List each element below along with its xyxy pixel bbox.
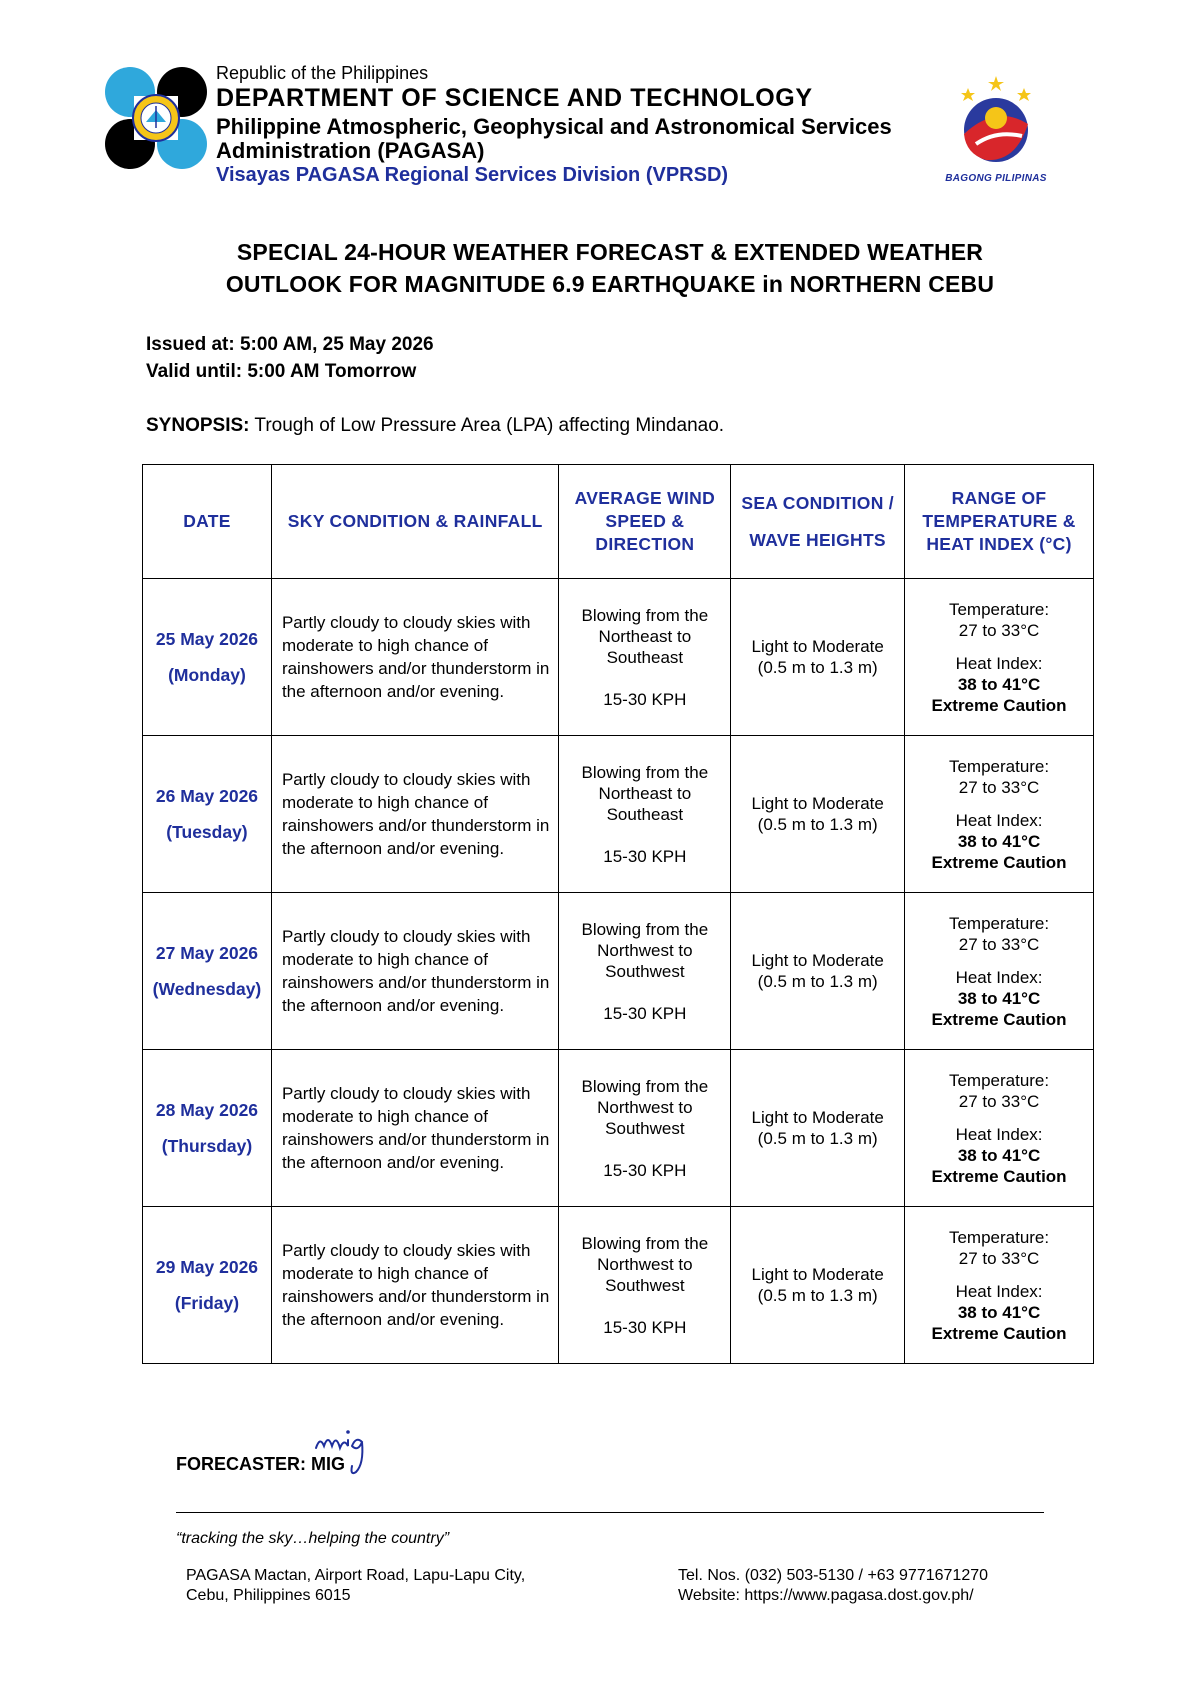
row-hi-label: Heat Index: xyxy=(955,967,1043,987)
header-temp-l1: RANGE OF xyxy=(951,488,1047,508)
row-sea-l2: (0.5 m to 1.3 m) xyxy=(757,972,878,991)
row-sea-l1: Light to Moderate xyxy=(751,794,884,813)
row-sea-cell xyxy=(731,736,905,893)
synopsis-text: Trough of Low Pressure Area (LPA) affecting Mindanao. xyxy=(249,415,725,436)
row-date-cell xyxy=(143,893,272,1050)
row-wind-cell xyxy=(559,1207,731,1364)
row-temp-cell xyxy=(905,1207,1094,1364)
row-date-cell xyxy=(143,1050,272,1207)
row-wind-cell xyxy=(559,736,731,893)
title-line2: OUTLOOK FOR MAGNITUDE 6.9 EARTHQUAKE in NORTHERN CEBU xyxy=(225,271,995,297)
row-sky: Partly cloudy to cloudy skies with moderate to high chance of rainshowers and/or thunderstorm in the afternoon and/or evening. xyxy=(281,1084,550,1172)
header-date: DATE xyxy=(143,465,272,579)
row-wind-l2: Northeast to xyxy=(598,783,692,803)
table-row xyxy=(143,736,1094,893)
row-date-cell xyxy=(143,579,272,736)
row-sky-cell xyxy=(271,1050,559,1207)
forecaster: FORECASTER: MIG xyxy=(176,1454,345,1474)
row-date: 25 May 2026 xyxy=(155,628,259,649)
row-temp-range: 27 to 33°C xyxy=(958,1248,1040,1268)
department-name: DEPARTMENT OF SCIENCE AND TECHNOLOGY xyxy=(216,84,813,112)
synopsis-label: SYNOPSIS: xyxy=(146,415,250,436)
row-hi-class: Extreme Caution xyxy=(931,1166,1067,1186)
header-text xyxy=(216,64,892,185)
row-wind-l3: Southeast xyxy=(606,804,684,824)
row-sea-l2: (0.5 m to 1.3 m) xyxy=(757,1286,878,1305)
row-hi-class: Extreme Caution xyxy=(931,695,1067,715)
row-date: 29 May 2026 xyxy=(155,1256,259,1277)
table-row xyxy=(143,579,1094,736)
row-wind-l1: Blowing from the xyxy=(581,1076,709,1096)
row-hi-range: 38 to 41°C xyxy=(957,831,1041,851)
row-date: 26 May 2026 xyxy=(155,785,259,806)
row-sky: Partly cloudy to cloudy skies with moderate to high chance of rainshowers and/or thunderstorm in the afternoon and/or evening. xyxy=(281,927,550,1015)
row-sea-cell xyxy=(731,1050,905,1207)
row-wind-l3: Southeast xyxy=(606,647,684,667)
website: Website: https://www.pagasa.dost.gov.ph/ xyxy=(678,1587,974,1604)
row-hi-range: 38 to 41°C xyxy=(957,1302,1041,1322)
row-wind-speed: 15-30 KPH xyxy=(603,1003,687,1023)
row-hi-class: Extreme Caution xyxy=(931,1009,1067,1029)
row-hi-range: 38 to 41°C xyxy=(957,988,1041,1008)
issued-at: Issued at: 5:00 AM, 25 May 2026 xyxy=(146,334,434,355)
row-wind-speed: 15-30 KPH xyxy=(603,1160,687,1180)
table-row xyxy=(143,893,1094,1050)
row-sky-cell xyxy=(271,893,559,1050)
row-wind-cell xyxy=(559,1050,731,1207)
forecast-table xyxy=(142,464,1094,1364)
division-name: Visayas PAGASA Regional Services Division (VPRSD) xyxy=(216,164,729,186)
row-hi-range: 38 to 41°C xyxy=(957,674,1041,694)
row-wind-l2: Northeast to xyxy=(598,626,692,646)
agency-name-line1: Philippine Atmospheric, Geophysical and Astronomical Services xyxy=(216,114,892,139)
row-date-cell xyxy=(143,1207,272,1364)
row-day: (Monday) xyxy=(168,664,246,685)
header-sky: SKY CONDITION & RAINFALL xyxy=(271,465,559,579)
row-sea-cell xyxy=(731,579,905,736)
row-sea-l1: Light to Moderate xyxy=(751,951,884,970)
row-wind-speed: 15-30 KPH xyxy=(603,1317,687,1337)
row-temp-cell xyxy=(905,893,1094,1050)
row-temp-range: 27 to 33°C xyxy=(958,620,1040,640)
row-sky: Partly cloudy to cloudy skies with moderate to high chance of rainshowers and/or thunderstorm in the afternoon and/or evening. xyxy=(281,1241,550,1329)
header-temp-l2: TEMPERATURE & xyxy=(922,511,1076,531)
row-sky: Partly cloudy to cloudy skies with moderate to high chance of rainshowers and/or thunderstorm in the afternoon and/or evening. xyxy=(281,613,550,701)
row-hi-class: Extreme Caution xyxy=(931,852,1067,872)
row-temp-range: 27 to 33°C xyxy=(958,1091,1040,1111)
telephone: Tel. Nos. (032) 503-5130 / +63 9771671270 xyxy=(678,1567,989,1584)
header-wind-l3: DIRECTION xyxy=(595,534,695,554)
header-wind-l1: AVERAGE WIND xyxy=(574,488,716,508)
tagline: “tracking the sky…helping the country” xyxy=(176,1530,450,1547)
row-hi-label: Heat Index: xyxy=(955,810,1043,830)
synopsis xyxy=(146,415,724,437)
row-sky: Partly cloudy to cloudy skies with moderate to high chance of rainshowers and/or thunderstorm in the afternoon and/or evening. xyxy=(281,770,550,858)
row-temp-range: 27 to 33°C xyxy=(958,934,1040,954)
row-sky-cell xyxy=(271,579,559,736)
table-header-row xyxy=(143,465,1094,579)
row-wind-l1: Blowing from the xyxy=(581,919,709,939)
row-wind-speed: 15-30 KPH xyxy=(603,846,687,866)
row-hi-label: Heat Index: xyxy=(955,1124,1043,1144)
row-sea-l2: (0.5 m to 1.3 m) xyxy=(757,1129,878,1148)
address xyxy=(186,1566,525,1606)
header-sea-l2: WAVE HEIGHTS xyxy=(749,529,886,550)
row-wind-speed: 15-30 KPH xyxy=(603,689,687,709)
header-sea xyxy=(731,465,905,579)
row-temp-range: 27 to 33°C xyxy=(958,777,1040,797)
header-sea-l1: SEA CONDITION / xyxy=(741,492,894,513)
row-wind-l3: Southwest xyxy=(605,1118,685,1138)
row-sea-l2: (0.5 m to 1.3 m) xyxy=(757,815,878,834)
republic-line: Republic of the Philippines xyxy=(216,63,429,83)
row-wind-l2: Northwest to xyxy=(597,940,693,960)
bagong-pilipinas-logo xyxy=(936,74,1056,184)
header-wind-l2: SPEED & xyxy=(605,511,685,531)
table-row xyxy=(143,1050,1094,1207)
row-sea-l1: Light to Moderate xyxy=(751,1108,884,1127)
row-sea-l1: Light to Moderate xyxy=(751,637,884,656)
row-hi-class: Extreme Caution xyxy=(931,1323,1067,1343)
row-sky-cell xyxy=(271,736,559,893)
header-wind xyxy=(559,465,731,579)
row-hi-label: Heat Index: xyxy=(955,1281,1043,1301)
row-sea-l1: Light to Moderate xyxy=(751,1265,884,1284)
row-day: (Friday) xyxy=(174,1292,240,1313)
row-wind-l1: Blowing from the xyxy=(581,605,709,625)
row-day: (Thursday) xyxy=(161,1135,253,1156)
header-temp xyxy=(905,465,1094,579)
footer-divider xyxy=(176,1512,1044,1513)
row-sea-l2: (0.5 m to 1.3 m) xyxy=(757,658,878,677)
contact-info xyxy=(678,1566,988,1606)
row-day: (Wednesday) xyxy=(152,978,262,999)
row-sky-cell xyxy=(271,1207,559,1364)
row-date: 28 May 2026 xyxy=(155,1099,259,1120)
forecaster-signature xyxy=(312,1418,382,1478)
row-temp-label: Temperature: xyxy=(948,756,1050,776)
title-line1: SPECIAL 24-HOUR WEATHER FORECAST & EXTENDED WEATHER xyxy=(236,239,984,265)
row-day: (Tuesday) xyxy=(166,821,248,842)
agency-name-line2: Administration (PAGASA) xyxy=(216,138,485,163)
row-wind-l1: Blowing from the xyxy=(581,1233,709,1253)
row-wind-cell xyxy=(559,893,731,1050)
row-wind-l3: Southwest xyxy=(605,961,685,981)
row-temp-cell xyxy=(905,1050,1094,1207)
bagong-pilipinas-caption: BAGONG PILIPINAS xyxy=(945,173,1047,184)
row-date: 27 May 2026 xyxy=(155,942,259,963)
row-wind-l3: Southwest xyxy=(605,1275,685,1295)
address-line2: Cebu, Philippines 6015 xyxy=(186,1587,351,1604)
address-line1: PAGASA Mactan, Airport Road, Lapu-Lapu City, xyxy=(186,1567,526,1584)
row-date-cell xyxy=(143,736,272,893)
row-temp-label: Temperature: xyxy=(948,599,1050,619)
valid-until: Valid until: 5:00 AM Tomorrow xyxy=(146,361,417,382)
row-temp-cell xyxy=(905,579,1094,736)
row-wind-l1: Blowing from the xyxy=(581,762,709,782)
row-hi-range: 38 to 41°C xyxy=(957,1145,1041,1165)
row-wind-l2: Northwest to xyxy=(597,1254,693,1274)
forecast-table-body xyxy=(143,579,1094,1364)
row-sea-cell xyxy=(731,1207,905,1364)
row-temp-label: Temperature: xyxy=(948,1227,1050,1247)
row-wind-cell xyxy=(559,579,731,736)
document-title xyxy=(110,236,1110,300)
row-wind-l2: Northwest to xyxy=(597,1097,693,1117)
row-temp-label: Temperature: xyxy=(948,1070,1050,1090)
dost-logo xyxy=(104,66,208,170)
row-temp-label: Temperature: xyxy=(948,913,1050,933)
row-sea-cell xyxy=(731,893,905,1050)
table-row xyxy=(143,1207,1094,1364)
header-temp-l3: HEAT INDEX (°C) xyxy=(926,534,1072,554)
row-temp-cell xyxy=(905,736,1094,893)
row-hi-label: Heat Index: xyxy=(955,653,1043,673)
